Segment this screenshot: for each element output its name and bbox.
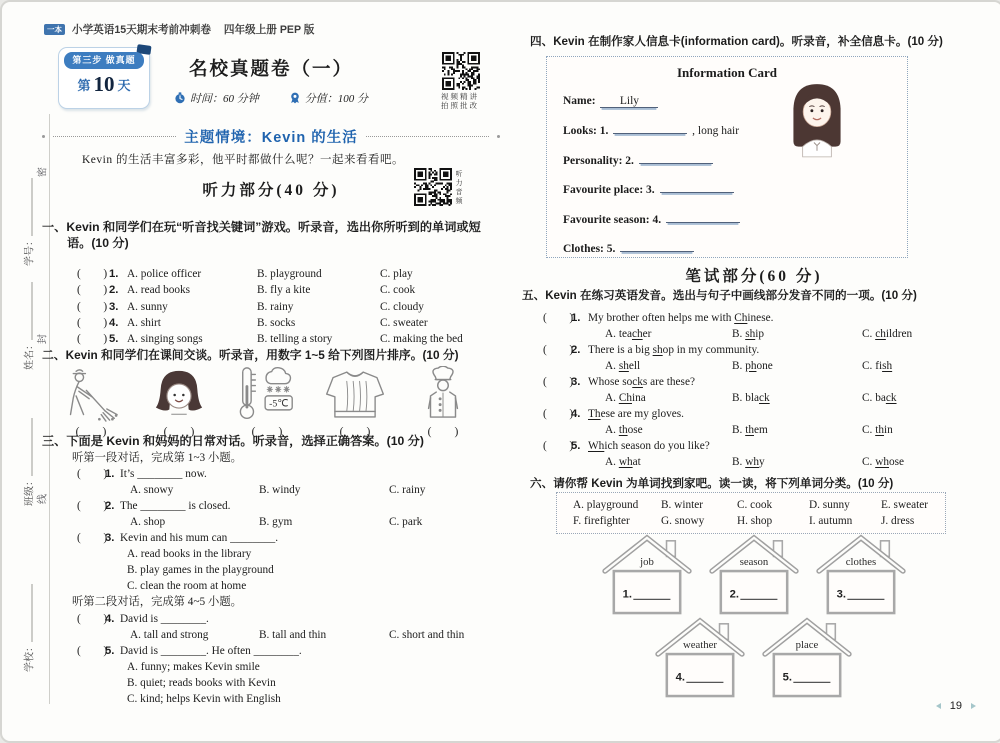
dialog-part-2: 听第二段对话，完成第 4~5 小题。 xyxy=(72,596,242,609)
book-series-title: 小学英语15天期末考前冲刺卷 xyxy=(72,24,211,36)
question-row xyxy=(42,266,500,282)
blank-number: 5. xyxy=(606,243,616,255)
margin-field-label: 班级： xyxy=(21,394,36,506)
category-house xyxy=(762,616,852,698)
phonics-question xyxy=(522,438,986,470)
option-a: A. those xyxy=(605,424,643,437)
theme-banner xyxy=(42,126,500,147)
option-c: C. cloudy xyxy=(380,300,424,313)
option-b: B. tall and thin xyxy=(259,628,327,641)
time-limit xyxy=(174,90,259,106)
word-bank-item: A. playground xyxy=(573,499,639,511)
day-suffix: 天 xyxy=(117,78,131,93)
blank-number: 2. xyxy=(625,154,634,167)
page-number-value: 19 xyxy=(949,700,962,712)
option-b: B. gym xyxy=(259,515,293,528)
phonics-question xyxy=(522,406,986,438)
question-number: 3. xyxy=(109,300,119,313)
page-right xyxy=(522,2,986,741)
question-row xyxy=(42,299,500,315)
card-row xyxy=(563,239,907,255)
theme-intro: Kevin 的生活丰富多彩，他平时都做什么呢？一起来看看吧。 xyxy=(82,154,404,166)
answer-bracket: ( ) xyxy=(77,316,108,329)
word-bank-item: H. shop xyxy=(737,515,773,527)
answer-bracket: ( ) xyxy=(77,612,108,625)
answer-bracket: ( ) xyxy=(77,333,108,345)
exam-title: 名校真题卷（一） xyxy=(188,58,353,79)
banner-dot xyxy=(42,135,45,138)
question-line xyxy=(522,310,986,326)
options-3-4 xyxy=(42,627,500,643)
option-a: A. read books xyxy=(127,284,191,297)
options-row xyxy=(522,454,986,470)
answer-bracket: ( ) xyxy=(77,467,108,480)
word-bank-item: F. firefighter xyxy=(573,515,630,527)
question-stem: David is ________. xyxy=(120,612,209,625)
card-label: Clothes: xyxy=(563,243,607,255)
day-prefix: 第 xyxy=(77,78,91,93)
card-label: Favourite season: xyxy=(563,213,653,226)
answer-bracket: ( ) xyxy=(543,343,574,356)
options-row xyxy=(522,358,986,374)
option-b: B. windy xyxy=(259,483,301,496)
qr-caption-line1: 视频精讲 xyxy=(441,92,479,101)
option-a: A. shell xyxy=(605,359,641,372)
blank-number: 4. xyxy=(652,213,662,226)
options-3-5 xyxy=(42,659,500,707)
question-number: 5. xyxy=(109,333,119,345)
section-5-items xyxy=(522,310,986,471)
answer-bracket: ( ) xyxy=(251,425,283,438)
dialog-part-1: 听第一段对话，完成第 1~3 小题。 xyxy=(72,451,242,464)
card-row xyxy=(563,210,907,226)
house-category-label: place xyxy=(795,639,819,652)
picture-sweeping xyxy=(48,366,134,422)
margin-field-label: 姓名： xyxy=(21,258,36,370)
phonics-question xyxy=(522,374,986,406)
option-c: C. whose xyxy=(862,456,905,469)
brand-logo: 一本 xyxy=(44,24,65,35)
answer-bracket: ( ) xyxy=(77,300,108,313)
category-houses-row1 xyxy=(602,533,906,615)
options-row xyxy=(522,326,986,342)
card-rows xyxy=(547,121,907,255)
answer-bracket: ( ) xyxy=(543,375,574,388)
section-1 xyxy=(42,220,500,347)
question-3-5 xyxy=(42,643,500,659)
house-category-label: clothes xyxy=(845,556,877,569)
sweeping-person-icon xyxy=(58,368,124,422)
option-b: B. playground xyxy=(257,268,322,281)
banner-dotted-line xyxy=(53,136,176,137)
book-edition: 四年级上册 PEP 版 xyxy=(223,24,315,36)
blank-number: 1. xyxy=(599,125,609,137)
fill-in-blank xyxy=(613,121,687,134)
answer-bracket: ( ) xyxy=(77,499,108,512)
margin-field-label: 学号： xyxy=(21,154,36,266)
seal-character: 密 xyxy=(37,167,49,177)
card-label: Favourite place: xyxy=(563,184,647,196)
options-3-1 xyxy=(42,482,500,498)
question-number: 5. xyxy=(105,644,115,657)
option-c: C. cook xyxy=(380,284,416,297)
word-bank-item: C. cook xyxy=(737,499,773,511)
girl-avatar xyxy=(785,81,849,163)
word-bank-item: I. autumn xyxy=(809,515,853,527)
phonics-question xyxy=(522,342,986,374)
question-number: 2. xyxy=(109,284,119,297)
prev-page-arrow-icon xyxy=(936,703,941,709)
seal-character: 线 xyxy=(37,494,49,504)
house-blank-number: 4. xyxy=(675,671,685,684)
book-header xyxy=(44,22,314,37)
banner-dot xyxy=(497,135,500,138)
timer-icon xyxy=(174,92,186,104)
write-in-line xyxy=(23,418,33,476)
card-row xyxy=(563,121,907,137)
answer-bracket: ( ) xyxy=(77,532,108,545)
option-a: A. singing songs xyxy=(127,333,203,345)
question-line xyxy=(522,406,986,422)
card-label: Looks: xyxy=(563,125,600,137)
option-a: A. sunny xyxy=(127,300,168,313)
banner-dotted-line xyxy=(366,136,489,137)
option-b: B. black xyxy=(732,392,770,405)
category-houses-row2 xyxy=(655,616,852,698)
question-line xyxy=(522,374,986,390)
margin-field-label: 学校： xyxy=(21,560,36,672)
answer-bracket: ( ) xyxy=(163,425,195,438)
option-a: A. what xyxy=(605,456,641,469)
option-c: C. rainy xyxy=(389,483,426,496)
question-number: 1. xyxy=(105,467,115,480)
option-a: A. tall and strong xyxy=(130,628,209,641)
card-label: Name: xyxy=(563,94,599,107)
question-number: 1. xyxy=(109,268,119,281)
time-text: 时间：60 分钟 xyxy=(190,93,259,105)
category-house xyxy=(602,533,692,615)
option-c: C. making the bed xyxy=(380,333,463,345)
blank-suffix: , long hair xyxy=(692,125,740,137)
section-1-rows xyxy=(42,266,500,347)
next-page-arrow-icon xyxy=(971,703,976,709)
qr-code-audio xyxy=(414,168,452,206)
stacked-option: A. read books in the library xyxy=(127,548,252,561)
option-a: A. shop xyxy=(130,515,166,528)
question-stem: Kevin and his mum can ________. xyxy=(120,532,279,545)
question-number: 3. xyxy=(571,375,581,388)
answer-bracket: ( ) xyxy=(77,268,108,281)
qr-code-video xyxy=(442,52,480,90)
picture-cook xyxy=(400,366,486,422)
stacked-option: B. quiet; reads books with Kevin xyxy=(127,676,276,689)
qr-caption-line2: 拍照批改 xyxy=(441,101,479,110)
option-a: A. China xyxy=(605,392,646,405)
cook-icon xyxy=(418,366,468,422)
option-c: C. back xyxy=(862,392,897,405)
question-number: 2. xyxy=(105,499,115,512)
category-house xyxy=(816,533,906,615)
options-row xyxy=(522,422,986,438)
question-line xyxy=(522,438,986,454)
section-3-heading: 三、下面是 Kevin 和妈妈的日常对话。听录音，选择正确答案。(10 分) xyxy=(42,434,424,448)
word-bank-item: G. snowy xyxy=(661,515,705,527)
question-row xyxy=(42,331,500,347)
question-number: 1. xyxy=(571,311,581,324)
fill-in-blank xyxy=(666,210,740,223)
question-stem: The ________ is closed. xyxy=(120,499,231,512)
question-stem: These are my gloves. xyxy=(588,408,685,421)
question-number: 4. xyxy=(105,612,115,625)
fill-in-blank xyxy=(639,151,713,164)
picture-sweater xyxy=(312,366,398,422)
stacked-option: B. play games in the playground xyxy=(127,564,274,577)
answer-bracket: ( ) xyxy=(339,425,371,438)
option-a: A. shirt xyxy=(127,316,161,329)
section-6-heading: 六、请你帮 Kevin 为单词找到家吧。读一读，将下列单词分类。(10 分) xyxy=(530,477,894,490)
options-3-2 xyxy=(42,514,500,530)
word-bank-item: J. dress xyxy=(881,515,915,527)
word-bank xyxy=(556,492,946,534)
word-bank-item: E. sweater xyxy=(881,499,929,511)
option-b: B. them xyxy=(732,424,768,437)
option-b: B. phone xyxy=(732,359,773,372)
options-3-3 xyxy=(42,546,500,594)
question-line xyxy=(522,342,986,358)
question-stem: My brother often helps me with Chinese. xyxy=(588,311,774,324)
question-stem: There is a big shop in my community. xyxy=(588,343,760,356)
section-2 xyxy=(42,348,500,439)
picture-weather xyxy=(224,366,310,422)
option-a: A. police officer xyxy=(127,268,202,281)
score-total xyxy=(289,90,368,106)
card-name-row xyxy=(563,95,907,108)
answer-bracket: ( ) xyxy=(543,408,574,421)
question-number: 4. xyxy=(109,316,119,329)
question-3-3 xyxy=(42,530,500,546)
option-c: C. thin xyxy=(862,424,893,437)
question-3-2 xyxy=(42,498,500,514)
written-part-title: 笔试部分(60 分) xyxy=(685,268,823,285)
stacked-option: C. kind; helps Kevin with English xyxy=(127,693,281,705)
section-5-heading: 五、Kevin 在练习英语发音。选出与句子中画线部分发音不同的一项。(10 分) xyxy=(522,289,917,302)
category-house xyxy=(709,533,799,615)
house-blank-number: 2. xyxy=(729,588,739,601)
listening-part-title: 听力部分(40 分) xyxy=(202,182,340,199)
option-c: C. park xyxy=(389,515,423,528)
question-stem: David is ________. He often ________. xyxy=(120,644,302,657)
option-b: B. telling a story xyxy=(257,333,333,345)
section-2-heading: 二、Kevin 和同学们在课间交谈。听录音，用数字 1~5 给下列图片排序。(10 分) xyxy=(42,348,459,362)
option-b: B. rainy xyxy=(257,300,294,313)
write-in-line xyxy=(23,178,33,236)
option-b: B. socks xyxy=(257,316,296,329)
fill-in-blank xyxy=(620,239,694,252)
option-b: B. why xyxy=(732,456,765,469)
house-blank-number: 3. xyxy=(836,588,846,601)
house-category-label: job xyxy=(640,556,654,569)
answer-bracket: ( ) xyxy=(543,440,574,453)
answer-bracket: ( ) xyxy=(77,644,108,657)
svg-text:-5℃: -5℃ xyxy=(269,398,289,410)
option-c: C. children xyxy=(862,327,913,340)
question-stem: Which season do you like? xyxy=(588,440,710,453)
option-c: C. play xyxy=(380,268,413,281)
information-card xyxy=(546,56,908,258)
section-2-pictures xyxy=(42,366,500,422)
question-3-4 xyxy=(42,611,500,627)
stacked-option: C. clean the room at home xyxy=(127,580,247,593)
section-1-heading: 一、Kevin 和同学们在玩“听音找关键词”游戏。听录音，选出你所听到的单词或短语。(10 分) xyxy=(42,220,481,250)
option-c: C. short and thin xyxy=(389,628,465,641)
day-number: 10 xyxy=(93,72,115,96)
card-name-value: Lily xyxy=(600,95,658,108)
card-row xyxy=(563,151,907,167)
badge-step-label: 第三步 做真题 xyxy=(64,52,144,69)
picture-girl xyxy=(136,366,222,422)
option-a: A. snowy xyxy=(130,483,174,496)
answer-bracket: ( ) xyxy=(427,425,459,438)
qr-audio-caption: 听力音频 xyxy=(455,170,463,206)
blank-number: 3. xyxy=(646,184,655,196)
phonics-question xyxy=(522,310,986,342)
score-text: 分值：100 分 xyxy=(304,93,368,105)
question-number: 2. xyxy=(571,343,581,356)
option-b: B. fly a kite xyxy=(257,284,311,297)
word-bank-item: D. sunny xyxy=(809,499,850,511)
section-3 xyxy=(42,434,500,707)
question-number: 5. xyxy=(571,440,581,453)
thermometer-snow-icon xyxy=(234,366,300,422)
card-title: Information Card xyxy=(676,65,778,80)
category-house xyxy=(655,616,745,698)
question-number: 3. xyxy=(105,532,115,545)
girl-face-icon xyxy=(150,368,208,422)
section-5 xyxy=(522,288,986,471)
page-left xyxy=(42,2,500,741)
house-category-label: weather xyxy=(683,639,717,652)
answer-bracket: ( ) xyxy=(75,425,107,438)
house-blank-number: 5. xyxy=(782,671,792,684)
section-4-heading: 四、Kevin 在制作家人信息卡(information card)。听录音，补全信息卡。(10 分) xyxy=(530,35,943,48)
theme-title: 主题情境：Kevin 的生活 xyxy=(184,130,358,146)
house-blank-number: 1. xyxy=(622,588,632,601)
sweater-icon xyxy=(323,368,387,422)
qr-video-caption xyxy=(432,92,488,110)
card-label: Personality: xyxy=(563,154,626,167)
score-medal-icon xyxy=(289,92,301,104)
house-category-label: season xyxy=(739,556,769,569)
question-row xyxy=(42,282,500,298)
card-row xyxy=(563,180,907,196)
seal-character: 封 xyxy=(37,334,49,344)
word-bank-item: B. winter xyxy=(661,499,704,511)
option-c: C. fish xyxy=(862,359,893,372)
question-3-1 xyxy=(42,466,500,482)
stacked-option: A. funny; makes Kevin smile xyxy=(127,660,260,673)
option-b: B. ship xyxy=(732,327,765,340)
write-in-line xyxy=(23,584,33,642)
question-number: 4. xyxy=(571,408,581,421)
page-number xyxy=(936,700,976,712)
fill-in-blank xyxy=(660,180,734,193)
option-c: C. sweater xyxy=(380,316,428,329)
answer-bracket: ( ) xyxy=(77,284,108,297)
question-stem: Whose socks are these? xyxy=(588,375,695,388)
answer-bracket: ( ) xyxy=(543,311,574,324)
question-row xyxy=(42,315,500,331)
option-a: A. teacher xyxy=(605,327,652,340)
question-stem: It’s ________ now. xyxy=(120,467,207,480)
options-row xyxy=(522,390,986,406)
write-in-line xyxy=(23,282,33,340)
